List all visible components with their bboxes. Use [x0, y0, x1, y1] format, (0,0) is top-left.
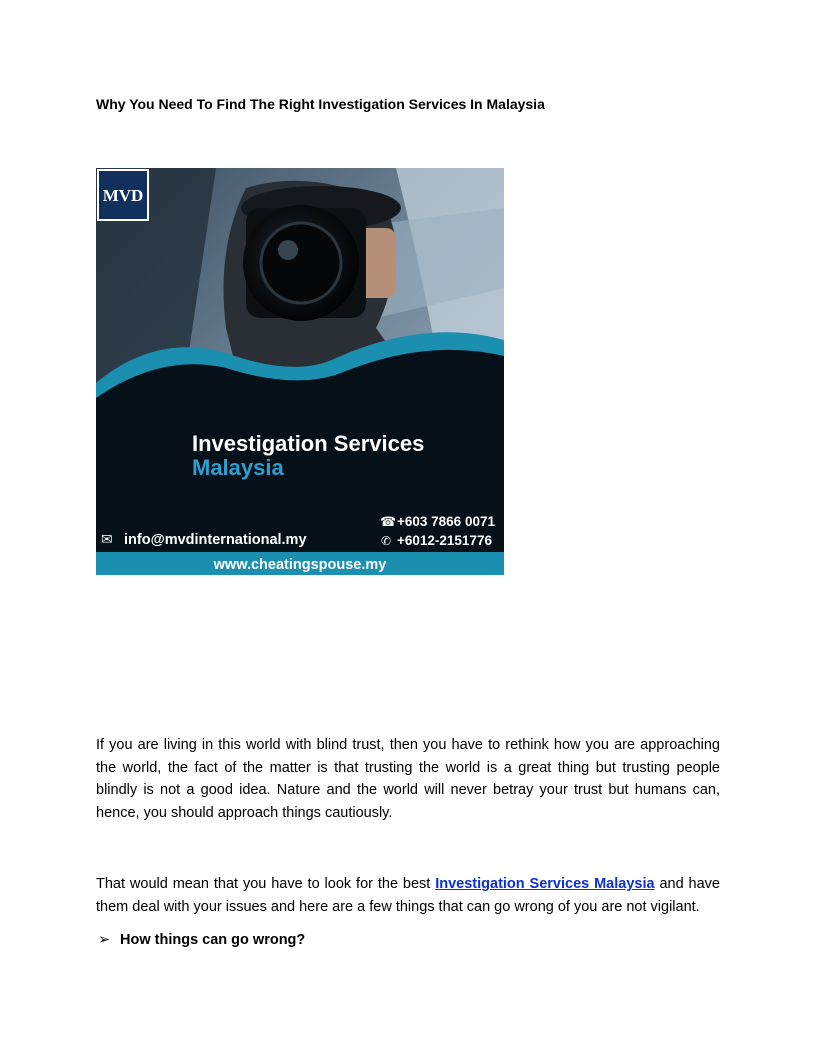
page-title: Why You Need To Find The Right Investigation Services In Malaysia [96, 96, 545, 112]
arrow-bullet-icon: ➢ [98, 932, 111, 948]
paragraph2-text-after: and have them deal with your issues and here are a few things that can go wrong of you are not vigilant. [96, 876, 720, 915]
banner-phone1: +603 7866 0071 [397, 514, 495, 529]
banner-phone2: +6012-2151776 [397, 533, 492, 548]
banner-headline-line1: Investigation Services [192, 431, 425, 456]
investigation-banner [96, 168, 504, 575]
paragraph2-text-before: That would mean that you have to look for the best [96, 876, 436, 892]
logo-text: MVD [102, 186, 144, 205]
bullet-heading [98, 932, 305, 948]
banner-website: www.cheatingspouse.my [213, 557, 387, 573]
banner-headline-line2: Malaysia [192, 455, 284, 480]
envelope-icon: ✉ [101, 532, 113, 548]
paragraph-best-services [96, 873, 720, 918]
mobile-phone-icon: ✆ [381, 534, 392, 548]
investigation-services-link[interactable]: Investigation Services Malaysia [435, 876, 655, 892]
paragraph-intro: If you are living in this world with blind trust, then you have to rethink how you are approaching the world, the fact of the matter is that trusting the world is a great thing but trusting people blindly is not a good idea. Nature and the world will never betray your trust but humans can, hence, you should approach things cautiously. [96, 737, 720, 821]
phone-icon: ☎ [380, 515, 397, 530]
banner-email: info@mvdinternational.my [124, 532, 307, 548]
bullet-heading-text: How things can go wrong? [120, 932, 306, 948]
